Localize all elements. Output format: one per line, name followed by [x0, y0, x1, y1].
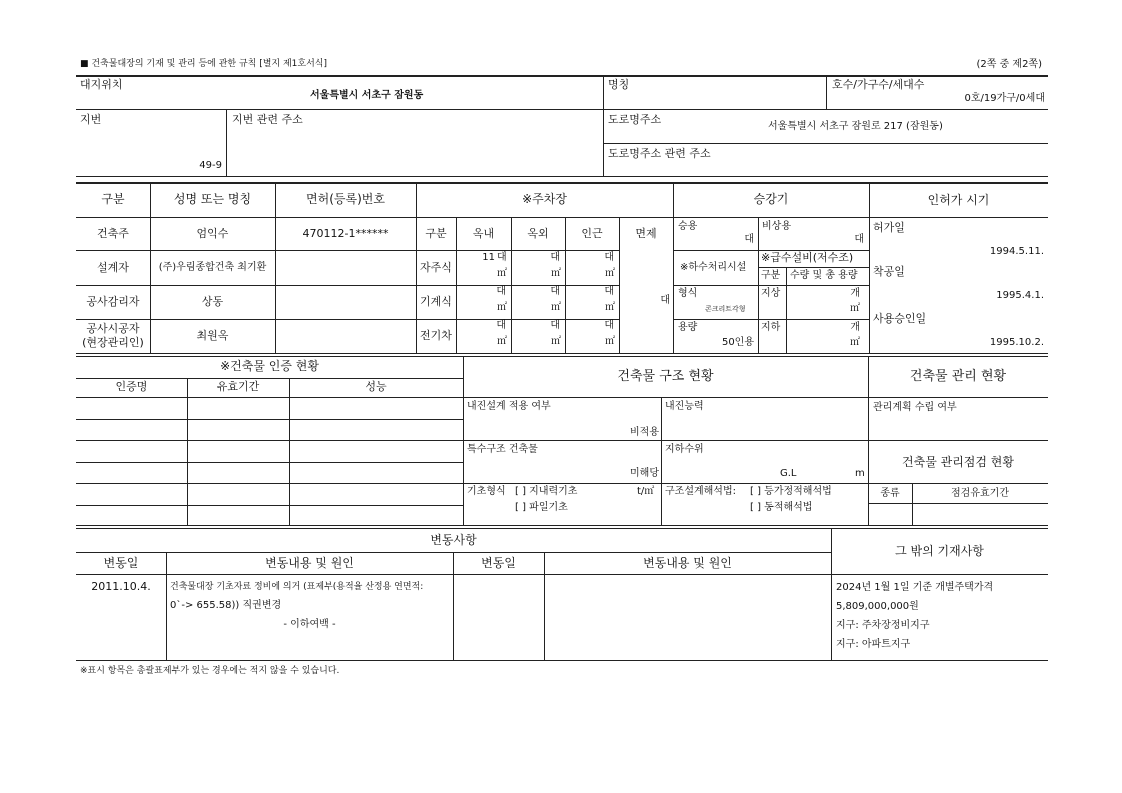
- parking-indoor-count: 11: [482, 252, 495, 263]
- management-plan-label: 관리계획 수립 여부: [873, 402, 957, 413]
- parking-title: ※주차장: [522, 192, 567, 206]
- person-role: 공사감리자: [86, 295, 140, 308]
- parking-area-unit: ㎡: [551, 302, 561, 313]
- parking-unit: 대: [550, 286, 560, 297]
- foundation-option-bearing[interactable]: [ ] 지내력기초: [515, 486, 578, 497]
- page-number: (2쪽 중 제2쪽): [976, 59, 1042, 70]
- seismic-capacity-label: 내진능력: [665, 401, 704, 412]
- changes-header-content: 변동내용 및 원인: [265, 556, 354, 570]
- units-label: 호수/가구수/세대수: [832, 78, 925, 91]
- certification-title: ※건축물 인증 현황: [220, 359, 319, 373]
- other-line: 2024년 1월 1일 기준 개별주택가격: [836, 582, 994, 593]
- above-count-unit: 개: [850, 288, 860, 299]
- change-content-line: 0`-> 655.58)) 직권변경: [170, 600, 282, 611]
- persons-header-license: 면허(등록)번호: [306, 192, 385, 206]
- sewage-label: ※하수처리시설: [680, 262, 747, 273]
- management-title: 건축물 관리 현황: [909, 369, 1007, 384]
- person-role: 공사시공자 (현장관리인): [82, 322, 144, 349]
- parking-area-unit: ㎡: [551, 268, 561, 279]
- approval-date-value: 1995.10.2.: [989, 337, 1044, 348]
- elevator-title: 승강기: [753, 192, 789, 206]
- site-location-label: 대지위치: [80, 78, 123, 91]
- certification-header-performance: 성능: [365, 380, 387, 393]
- certification-header-name: 인증명: [115, 380, 148, 393]
- person-license: 470112-1******: [302, 227, 389, 240]
- parking-header-nearby: 인근: [581, 227, 603, 240]
- seismic-design-value: 비적용: [630, 427, 659, 438]
- units-value: 0호/19가구/0세대: [964, 93, 1045, 104]
- road-related-address-label: 도로명주소 관련 주소: [608, 147, 711, 160]
- elevator-emergency-unit: 대: [854, 234, 864, 245]
- groundwater-gl: G.L: [780, 468, 797, 479]
- foundation-label: 기초형식: [467, 486, 506, 497]
- special-structure-label: 특수구조 건축물: [467, 444, 538, 455]
- parking-area-unit: ㎡: [605, 268, 615, 279]
- parking-area-unit: ㎡: [497, 302, 507, 313]
- below-count-unit: 개: [850, 322, 860, 333]
- seismic-design-label: 내진설계 적용 여부: [467, 401, 551, 412]
- parking-header-category: 구분: [425, 227, 447, 240]
- lot-number-label: 지번: [80, 113, 102, 126]
- certification-header-period: 유효기간: [216, 380, 260, 393]
- analysis-option-dynamic[interactable]: [ ] 동적해석법: [750, 502, 813, 513]
- persons-header-category: 구분: [101, 192, 125, 206]
- person-name: (주)우림종합건축 최기환: [158, 262, 267, 273]
- water-tank-label: ※급수설비(저수조): [761, 251, 854, 264]
- parking-area-unit: ㎡: [605, 336, 615, 347]
- foundation-unit: t/㎡: [637, 486, 655, 497]
- parking-unit: 대: [496, 320, 506, 331]
- foundation-option-pile[interactable]: [ ] 파일기초: [515, 502, 568, 513]
- permit-date-label: 허가일: [873, 221, 905, 234]
- below-ground-label: 지하: [761, 322, 781, 333]
- change-content-line: - 이하여백 -: [283, 619, 336, 630]
- parking-unit: 대: [604, 286, 614, 297]
- other-line: 5,809,000,000원: [836, 601, 919, 612]
- inspection-title: 건축물 관리점검 현황: [902, 455, 1014, 469]
- footnote: ※표시 항목은 총괄표제부가 있는 경우에는 적지 않을 수 있습니다.: [80, 666, 340, 676]
- person-name: 상동: [201, 295, 224, 308]
- parking-unit: 대: [604, 252, 614, 263]
- parking-area-unit: ㎡: [497, 336, 507, 347]
- change-date: 2011.10.4.: [91, 580, 151, 593]
- parking-area-unit: ㎡: [551, 336, 561, 347]
- parking-unit: 대: [550, 320, 560, 331]
- lot-related-address-label: 지번 관련 주소: [232, 113, 303, 126]
- parking-area-unit: ㎡: [497, 268, 507, 279]
- special-structure-value: 미해당: [630, 468, 659, 479]
- person-role: 건축주: [97, 227, 129, 240]
- water-tank-amount: 수량 및 총 용량: [790, 270, 858, 281]
- parking-type: 전기차: [420, 329, 452, 342]
- capacity-value: 50인용: [721, 337, 754, 348]
- parking-header-exempt: 면제: [635, 227, 657, 240]
- form-value: 콘크리트각형: [705, 305, 746, 313]
- permit-date-value: 1994.5.11.: [989, 246, 1044, 257]
- regulation-text: ■ 건축물대장의 기재 및 관리 등에 관한 규칙 [별지 제1호서식]: [80, 59, 327, 69]
- elevator-passenger-unit: 대: [744, 234, 754, 245]
- person-role: 설계자: [97, 261, 129, 274]
- structure-title: 건축물 구조 현황: [617, 369, 714, 384]
- start-date-label: 착공일: [873, 265, 905, 278]
- parking-header-indoor: 옥내: [472, 227, 495, 240]
- water-tank-category: 구분: [761, 270, 781, 281]
- parking-unit: 대: [497, 252, 507, 263]
- other-title: 그 밖의 기재사항: [895, 544, 984, 558]
- change-content-line: 건축물대장 기초자료 정비에 의거 (표제부(용적율 산정용 연면적:: [170, 582, 424, 592]
- changes-header-date: 변동일: [103, 556, 139, 570]
- inspection-header-valid: 점검유효기간: [951, 488, 1009, 499]
- inspection-header-type: 종류: [880, 488, 900, 499]
- elevator-passenger-label: 승용: [678, 221, 698, 232]
- approval-date-label: 사용승인일: [873, 312, 927, 325]
- changes-header-date: 변동일: [481, 556, 516, 570]
- analysis-label: 구조설계해석법:: [665, 486, 736, 497]
- capacity-label: 용량: [678, 322, 698, 333]
- parking-header-outdoor: 옥외: [527, 227, 549, 240]
- other-line: 지구: 아파트지구: [836, 639, 911, 650]
- changes-title: 변동사항: [430, 533, 477, 547]
- parking-unit: 대: [496, 286, 506, 297]
- above-ground-label: 지상: [761, 288, 781, 299]
- changes-header-content: 변동내용 및 원인: [643, 556, 732, 570]
- parking-unit: 대: [550, 252, 560, 263]
- analysis-option-static[interactable]: [ ] 등가정적해석법: [750, 486, 832, 497]
- parking-unit: 대: [604, 320, 614, 331]
- top-border: [76, 75, 1048, 77]
- form-label: 형식: [678, 288, 698, 299]
- below-area-unit: ㎡: [850, 337, 860, 348]
- person-name: 최원옥: [196, 329, 229, 342]
- person-name: 엄익수: [196, 227, 229, 240]
- other-line: 지구: 주차장정비지구: [836, 620, 930, 631]
- above-area-unit: ㎡: [850, 303, 860, 314]
- parking-type: 자주식: [420, 261, 452, 274]
- road-address-value: 서울특별시 서초구 잠원로 217 (잠원동): [768, 121, 943, 132]
- parking-exempt-unit: 대: [660, 295, 670, 306]
- road-address-label: 도로명주소: [608, 113, 662, 126]
- site-location-value: 서울특별시 서초구 잠원동: [310, 90, 424, 101]
- persons-header-name: 성명 또는 명칭: [173, 192, 252, 206]
- groundwater-label: 지하수위: [665, 444, 704, 455]
- lot-number-value: 49-9: [199, 160, 222, 171]
- permits-title: 인허가 시기: [927, 193, 990, 207]
- groundwater-unit: m: [855, 468, 865, 479]
- start-date-value: 1995.4.1.: [996, 290, 1044, 301]
- building-name-label: 명칭: [608, 78, 630, 91]
- parking-type: 기계식: [420, 295, 452, 308]
- elevator-emergency-label: 비상용: [762, 221, 791, 232]
- parking-area-unit: ㎡: [605, 302, 615, 313]
